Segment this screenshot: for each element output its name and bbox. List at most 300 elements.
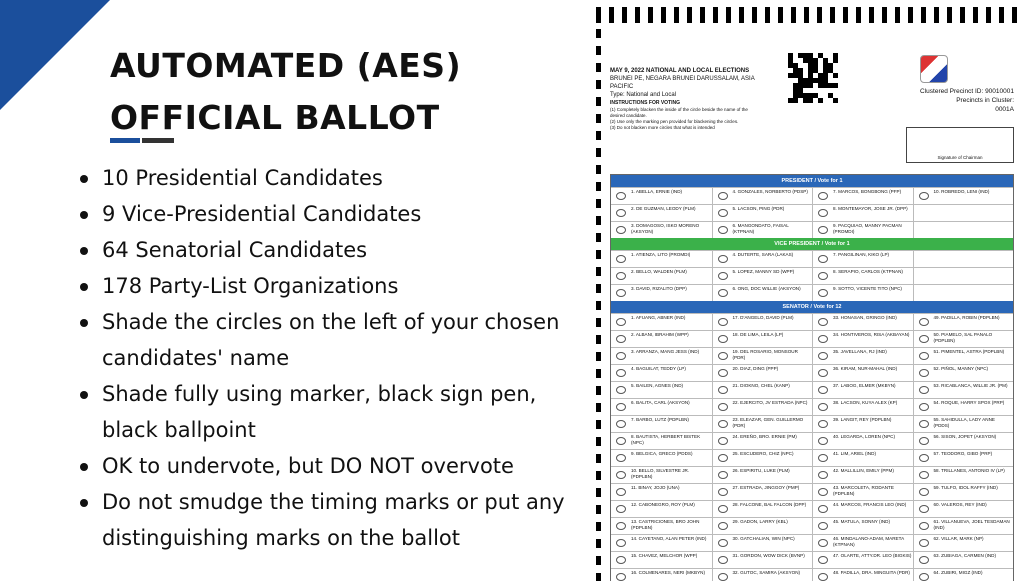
vote-oval[interactable]: [616, 369, 626, 377]
candidate-name: 3. ARRANZA, MANG JESS (IND): [631, 349, 700, 354]
candidate-name: 36. KIRAM, NUR-MAHAL (IND): [833, 366, 898, 371]
candidate-name: 56. SISON, JOPET (AKSYON): [933, 434, 997, 439]
qr-cell: [813, 73, 818, 78]
vote-oval[interactable]: [616, 573, 626, 581]
timing-mark: [999, 7, 1004, 23]
candidate-name: 4. DUTERTE, SARA (LAKAS): [732, 252, 794, 257]
candidate-name: 13. CASTRICIONES, BRO JOHN (PDPLBN): [631, 519, 700, 530]
candidate-cell: [812, 188, 913, 204]
qr-cell: [788, 93, 793, 98]
candidate-cell: [913, 382, 1014, 398]
senator-header: SENATOR / Vote for 12: [611, 301, 1013, 313]
candidate-name: 18. DE LIMA, LEILA (LP): [732, 332, 784, 337]
candidate-name: 22. EJERCITO, JV ESTRADA (NPC): [732, 400, 808, 405]
candidate-cell: [913, 552, 1014, 568]
vote-oval[interactable]: [718, 539, 728, 547]
bullet-dot-icon: [80, 247, 88, 255]
candidate-name: 12. CABONEGRO, ROY (PLM): [631, 502, 695, 507]
candidate-cell: [812, 569, 913, 581]
vote-oval[interactable]: [818, 539, 828, 547]
vote-oval[interactable]: [616, 471, 626, 479]
timing-mark: [596, 233, 601, 242]
vote-oval[interactable]: [818, 573, 828, 581]
philippine-seal-icon: [920, 55, 948, 83]
timing-mark: [843, 7, 848, 23]
timing-mark: [635, 7, 640, 23]
ballot-row: [611, 187, 1013, 204]
vote-oval[interactable]: [718, 289, 728, 297]
candidate-name: 37. LABOG, ELMER (MKBYN): [833, 383, 896, 388]
candidate-cell: [913, 484, 1014, 500]
candidate-name: 32. GUTOC, SAMIRA (AKSYON): [732, 570, 801, 575]
candidate-cell: [812, 314, 913, 330]
vote-oval[interactable]: [919, 556, 929, 564]
qr-cell: [818, 68, 823, 73]
president-header: PRESIDENT / Vote for 1: [611, 175, 1013, 187]
candidate-cell: [812, 552, 913, 568]
timing-mark: [596, 505, 601, 514]
ballot-row: [611, 432, 1013, 449]
vote-oval[interactable]: [919, 403, 929, 411]
vote-oval[interactable]: [919, 352, 929, 360]
candidate-name: 58. TRILLANES, ANTONIO IV (LP): [933, 468, 1005, 473]
vote-oval[interactable]: [818, 318, 828, 326]
timing-mark: [804, 7, 809, 23]
ballot-row: [611, 204, 1013, 221]
timing-mark: [596, 80, 601, 89]
vote-oval[interactable]: [818, 369, 828, 377]
candidate-cell: [712, 416, 813, 432]
candidate-cell: [611, 535, 712, 551]
candidate-name: 26. ESPIRITU, LUKE (PLM): [732, 468, 790, 473]
vote-oval[interactable]: [818, 272, 828, 280]
candidate-name: 7. PANGILINAN, KIKO (LP): [833, 252, 890, 257]
timing-mark: [752, 7, 757, 23]
vote-oval[interactable]: [616, 192, 626, 200]
timing-mark: [596, 420, 601, 429]
bullet-text: 10 Presidential Candidates: [102, 166, 383, 190]
bullet-text: OK to undervote, but DO NOT overvote: [102, 454, 514, 478]
vote-oval[interactable]: [919, 318, 929, 326]
vote-oval[interactable]: [919, 471, 929, 479]
candidate-cell: [812, 382, 913, 398]
timing-mark: [596, 63, 601, 72]
vote-oval[interactable]: [616, 209, 626, 217]
ballot-election: MAY 9, 2022 NATIONAL AND LOCAL ELECTIONS: [610, 68, 750, 74]
candidate-name: 63. ZUBIAGA, CARMEN (IND): [933, 553, 997, 558]
candidate-cell: [913, 433, 1014, 449]
vote-oval[interactable]: [919, 335, 929, 343]
corner-accent-triangle: [0, 0, 110, 110]
candidate-cell: [812, 348, 913, 364]
bullet-text: 64 Senatorial Candidates: [102, 238, 368, 262]
candidate-cell: [611, 268, 712, 284]
candidate-name: 5. BAILEN, AGNES (IND): [631, 383, 684, 388]
timing-mark: [596, 335, 601, 344]
candidate-name: 8. MONTEMAYOR, JOSE JR. (DPP): [833, 206, 908, 211]
timing-mark: [596, 148, 601, 157]
timing-mark: [674, 7, 679, 23]
bullet-text: 178 Party-List Organizations: [102, 274, 399, 298]
candidate-name: 2. ALBANI, IBRAHIM (WPP): [631, 332, 689, 337]
vote-oval[interactable]: [718, 272, 728, 280]
vp-rows: [611, 250, 1013, 301]
candidate-name: 53. RICABLANCA, WILLIE JR. (PM): [933, 383, 1008, 388]
candidate-name: 48. PADILLA, DRA. MINGUITA (PDR): [833, 570, 910, 575]
vote-oval[interactable]: [718, 505, 728, 513]
vote-oval[interactable]: [718, 386, 728, 394]
bullet-dot-icon: [80, 319, 88, 327]
candidate-name: 57. TEODORO, GIBO (PRP): [933, 451, 993, 456]
timing-mark: [830, 7, 835, 23]
vote-oval[interactable]: [718, 369, 728, 377]
candidate-cell: [812, 467, 913, 483]
vote-oval[interactable]: [616, 420, 626, 428]
vote-oval[interactable]: [818, 403, 828, 411]
vote-oval[interactable]: [818, 255, 828, 263]
vote-oval[interactable]: [616, 488, 626, 496]
timing-mark: [596, 539, 601, 548]
timing-mark: [596, 114, 601, 123]
ballot-location: BRUNEI PE, NEGARA BRUNEI DARUSSALAM, ASIA PACIFIC: [610, 76, 755, 90]
vote-oval[interactable]: [616, 226, 626, 234]
vote-oval[interactable]: [919, 505, 929, 513]
candidate-cell: [611, 450, 712, 466]
timing-mark: [596, 573, 601, 581]
candidate-name: 50. PIAMELO, SAL PANALO (PDPLBN): [933, 332, 993, 343]
candidate-cell: [712, 535, 813, 551]
ballot-row: [611, 534, 1013, 551]
candidate-name: 3. DOMAGOSO, ISKO MORENO (AKSYON): [631, 223, 700, 234]
candidate-cell: [611, 552, 712, 568]
candidate-name: 19. DEL ROSARIO, MONSOUR (PDR): [732, 349, 798, 360]
ballot-row: [611, 466, 1013, 483]
candidate-cell: [712, 268, 813, 284]
candidate-name: 49. PADILLA, ROBIN (PDPLBN): [933, 315, 1000, 320]
candidate-name: 35. JAVELLANA, RJ (IND): [833, 349, 887, 354]
precinct-cluster-value: 0001A: [995, 106, 1014, 113]
bullet-item: [80, 448, 580, 484]
qr-cell: [793, 78, 798, 83]
vote-oval[interactable]: [818, 226, 828, 234]
bullet-text: 9 Vice-Presidential Candidates: [102, 202, 422, 226]
vote-oval[interactable]: [818, 289, 828, 297]
candidate-name: 27. ESTRADA, JINGGOY (PMP): [732, 485, 800, 490]
candidate-cell: [712, 433, 813, 449]
candidate-cell: [812, 205, 913, 221]
candidate-name: 10. BELLO, SILVESTRE JR. (PDPLBN): [631, 468, 690, 479]
timing-mark: [596, 284, 601, 293]
vote-oval[interactable]: [616, 386, 626, 394]
candidate-name: 43. MARCOLETA, RODANTE (PDPLBN): [833, 485, 894, 496]
timing-mark: [934, 7, 939, 23]
ballot-row: [611, 313, 1013, 330]
timing-mark: [596, 29, 601, 38]
candidate-cell: [712, 518, 813, 534]
candidate-cell: [913, 331, 1014, 347]
vote-oval[interactable]: [718, 573, 728, 581]
candidate-cell: [712, 450, 813, 466]
vote-oval[interactable]: [818, 192, 828, 200]
vote-oval[interactable]: [718, 522, 728, 530]
vote-oval[interactable]: [616, 403, 626, 411]
vote-oval[interactable]: [919, 420, 929, 428]
candidate-name: 17. D'ANGELO, DAVID (PLM): [732, 315, 794, 320]
candidate-cell: [611, 501, 712, 517]
vote-oval[interactable]: [818, 556, 828, 564]
candidate-cell: [712, 552, 813, 568]
candidate-cell: [812, 365, 913, 381]
instruction-2: (2) Use only the marking pen provided for blackening the circles.: [610, 119, 739, 124]
candidate-cell: [913, 467, 1014, 483]
bullet-item: [80, 268, 580, 304]
timing-mark: [596, 216, 601, 225]
timing-mark: [986, 7, 991, 23]
candidate-cell: [712, 251, 813, 267]
candidate-cell: [611, 382, 712, 398]
candidate-cell: [611, 348, 712, 364]
candidate-cell: [611, 518, 712, 534]
timing-mark: [765, 7, 770, 23]
timing-mark: [596, 386, 601, 395]
candidate-name: 15. CHAVEZ, MELCHOR (WPP): [631, 553, 698, 558]
candidate-cell: [812, 484, 913, 500]
vote-oval[interactable]: [919, 369, 929, 377]
precinct-cluster-label: Precincts in Cluster:: [956, 97, 1014, 104]
candidate-name: 29. GADON, LARRY (KBL): [732, 519, 788, 524]
vote-oval[interactable]: [718, 420, 728, 428]
timing-mark: [596, 352, 601, 361]
candidate-cell: [913, 535, 1014, 551]
vote-oval[interactable]: [818, 454, 828, 462]
vote-oval[interactable]: [616, 522, 626, 530]
ballot-row: [611, 381, 1013, 398]
title-underline-dark: [142, 138, 174, 143]
qr-cell: [828, 98, 833, 103]
timing-mark: [596, 267, 601, 276]
vote-oval[interactable]: [919, 522, 929, 530]
vote-oval[interactable]: [718, 403, 728, 411]
ballot-row: [611, 364, 1013, 381]
timing-mark: [739, 7, 744, 23]
candidate-name: 60. VALEROS, REY (IND): [933, 502, 987, 507]
vote-oval[interactable]: [616, 505, 626, 513]
candidate-name: 14. CAYETANO, ALAN PETER (IND): [631, 536, 707, 541]
timing-mark: [596, 182, 601, 191]
vote-oval[interactable]: [919, 192, 929, 200]
candidate-cell: [812, 450, 913, 466]
timing-mark: [778, 7, 783, 23]
vote-oval[interactable]: [818, 386, 828, 394]
timing-mark: [856, 7, 861, 23]
candidate-cell: [611, 205, 712, 221]
qr-cell: [803, 73, 808, 78]
candidate-cell: [913, 518, 1014, 534]
candidate-cell: [812, 331, 913, 347]
ballot-row: [611, 250, 1013, 267]
bullet-item: [80, 484, 580, 556]
candidate-name: 61. VILLANUEVA, JOEL TESDAMAN (IND): [933, 519, 1010, 530]
vote-oval[interactable]: [718, 192, 728, 200]
qr-cell: [798, 98, 803, 103]
vote-oval[interactable]: [616, 556, 626, 564]
candidate-cell: [913, 450, 1014, 466]
candidate-name: 1. ATIENZA, LITO (PROMDI): [631, 252, 691, 257]
vote-oval[interactable]: [616, 272, 626, 280]
qr-cell: [788, 68, 793, 73]
ballot-header: [610, 67, 760, 131]
ballot-row: [611, 284, 1013, 301]
timing-mark: [895, 7, 900, 23]
candidate-cell: [913, 399, 1014, 415]
vote-oval[interactable]: [718, 556, 728, 564]
candidate-name: 5. LOPEZ, MANNY SD (WPP): [732, 269, 795, 274]
instruction-3: (3) Do not blacken more circles that what is intended: [610, 125, 715, 130]
timing-mark: [596, 369, 601, 378]
candidate-name: 34. HONTIVEROS, RISA (AKBAYAN): [833, 332, 910, 337]
vote-oval[interactable]: [818, 420, 828, 428]
timing-mark: [596, 488, 601, 497]
candidate-name: 31. GORDON, WOW DICK (BVNP): [732, 553, 805, 558]
timing-mark: [882, 7, 887, 23]
candidate-name: 20. DIAZ, DING (PPP): [732, 366, 779, 371]
timing-mark: [596, 7, 601, 23]
candidate-cell: [712, 314, 813, 330]
vote-oval[interactable]: [818, 437, 828, 445]
ballot-row: [611, 517, 1013, 534]
vote-oval[interactable]: [919, 454, 929, 462]
precinct-id: Clustered Precinct ID: 90010001: [920, 88, 1014, 95]
candidate-cell: [712, 285, 813, 301]
vote-oval[interactable]: [616, 255, 626, 263]
timing-mark: [947, 7, 952, 23]
vote-oval[interactable]: [718, 471, 728, 479]
ballot-row: [611, 483, 1013, 500]
candidate-name: 51. PIMENTEL, ASTRA (PDPLBN): [933, 349, 1005, 354]
candidate-name: 44. MARCOS, FRANCIS LEO (IND): [833, 502, 907, 507]
candidate-cell: [712, 484, 813, 500]
candidate-cell: [913, 268, 1014, 284]
vote-oval[interactable]: [616, 539, 626, 547]
vote-oval[interactable]: [818, 471, 828, 479]
candidate-cell: [913, 188, 1014, 204]
vote-oval[interactable]: [919, 488, 929, 496]
bullet-dot-icon: [80, 175, 88, 183]
bullet-text: Do not smudge the timing marks or put any distinguishing marks on the ballot: [102, 490, 565, 550]
vote-oval[interactable]: [919, 437, 929, 445]
candidate-name: 9. SOTTO, VICENTE TITO (NPC): [833, 286, 902, 291]
vote-oval[interactable]: [718, 335, 728, 343]
ballot-row: [611, 267, 1013, 284]
candidate-cell: [712, 348, 813, 364]
bullet-item: [80, 304, 580, 376]
candidate-name: 8. SERAPIO, CARLOS (KTPNAN): [833, 269, 903, 274]
candidate-cell: [611, 285, 712, 301]
timing-mark: [596, 454, 601, 463]
candidate-cell: [611, 484, 712, 500]
vote-oval[interactable]: [616, 454, 626, 462]
vote-oval[interactable]: [818, 522, 828, 530]
instructions-title: INSTRUCTIONS FOR VOTING: [610, 100, 680, 106]
vote-oval[interactable]: [718, 318, 728, 326]
vote-oval[interactable]: [718, 255, 728, 263]
vote-oval[interactable]: [818, 335, 828, 343]
vote-oval[interactable]: [718, 226, 728, 234]
candidate-name: 16. COLMENARES, NERI (MKBYN): [631, 570, 706, 575]
candidate-cell: [712, 205, 813, 221]
candidate-name: 2. BELLO, WALDEN (PLM): [631, 269, 687, 274]
vote-oval[interactable]: [718, 352, 728, 360]
slide-title-line1: AUTOMATED (AES): [110, 46, 462, 85]
vote-oval[interactable]: [919, 386, 929, 394]
candidate-name: 2. DE GUZMAN, LEODY (PLM): [631, 206, 696, 211]
qr-code-icon: [788, 53, 838, 103]
ballot-row: [611, 449, 1013, 466]
timing-mark: [596, 522, 601, 531]
vote-oval[interactable]: [616, 352, 626, 360]
vote-oval[interactable]: [919, 573, 929, 581]
timing-mark: [700, 7, 705, 23]
vote-oval[interactable]: [818, 505, 828, 513]
ballot-row: [611, 568, 1013, 581]
vote-oval[interactable]: [718, 209, 728, 217]
vote-oval[interactable]: [616, 437, 626, 445]
vote-oval[interactable]: [616, 289, 626, 297]
timing-mark: [596, 199, 601, 208]
timing-mark: [596, 46, 601, 55]
candidate-cell: [812, 399, 913, 415]
timing-mark: [960, 7, 965, 23]
candidate-name: 4. BAGUILAT, TEDDY (LP): [631, 366, 686, 371]
candidate-name: 7. MARCOS, BONGBONG (PFP): [833, 189, 902, 194]
bullet-dot-icon: [80, 211, 88, 219]
candidate-cell: [712, 331, 813, 347]
candidate-name: 55. SAHIDULLA, LADY ANNE (PDDS): [933, 417, 995, 428]
bullet-dot-icon: [80, 463, 88, 471]
timing-mark: [687, 7, 692, 23]
candidate-cell: [913, 285, 1014, 301]
candidate-cell: [611, 331, 712, 347]
vote-oval[interactable]: [718, 454, 728, 462]
timing-mark: [908, 7, 913, 23]
candidate-name: 54. ROQUE, HARRY SPOX (PRP): [933, 400, 1005, 405]
candidate-cell: [913, 416, 1014, 432]
candidate-name: 1. AFUANG, ABNER (IND): [631, 315, 686, 320]
timing-marks-top: [596, 5, 1024, 25]
candidate-cell: [812, 433, 913, 449]
vote-oval[interactable]: [718, 488, 728, 496]
vote-oval[interactable]: [616, 335, 626, 343]
timing-mark: [596, 556, 601, 565]
candidate-cell: [712, 501, 813, 517]
vote-oval[interactable]: [818, 209, 828, 217]
candidate-name: 9. PACQUIAO, MANNY PACMAN (PROMDI): [833, 223, 902, 234]
vote-oval[interactable]: [616, 318, 626, 326]
ballot-row: [611, 347, 1013, 364]
timing-mark: [596, 403, 601, 412]
timing-mark: [661, 7, 666, 23]
vote-oval[interactable]: [818, 488, 828, 496]
candidate-cell: [611, 314, 712, 330]
candidate-name: 21. DIOKNO, CHEL (KANP): [732, 383, 790, 388]
candidate-cell: [712, 222, 813, 238]
vote-oval[interactable]: [919, 539, 929, 547]
candidate-name: 4. GONZALES, NORBERTO (PDSP): [732, 189, 808, 194]
vote-oval[interactable]: [718, 437, 728, 445]
vote-oval[interactable]: [818, 352, 828, 360]
candidate-cell: [611, 433, 712, 449]
candidate-cell: [812, 222, 913, 238]
